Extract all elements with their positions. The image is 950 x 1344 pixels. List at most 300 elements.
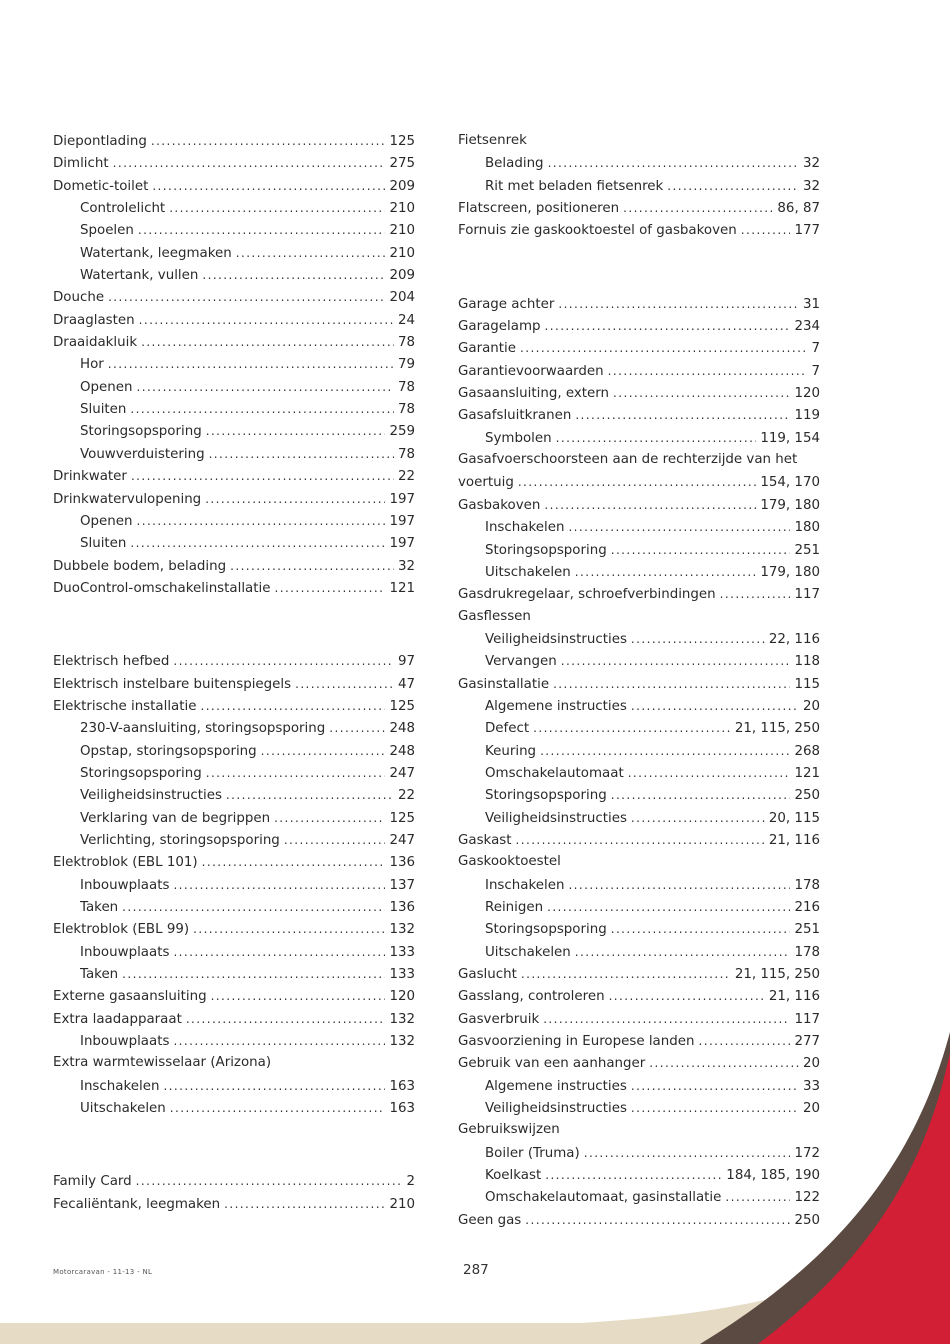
dot-leader <box>631 1097 799 1119</box>
entry-term: Garantievoorwaarden <box>458 363 604 379</box>
dot-leader <box>141 331 394 353</box>
dot-leader <box>170 1097 386 1119</box>
index-subentry <box>53 740 415 762</box>
entry-page: 210 <box>389 1196 415 1212</box>
dot-leader <box>698 1030 790 1052</box>
index-subentry <box>53 717 415 739</box>
index-subentry <box>53 1097 415 1119</box>
index-entry <box>458 382 820 404</box>
index-subentry <box>458 717 820 739</box>
dot-leader <box>211 985 386 1007</box>
index-entry <box>458 851 820 873</box>
dot-leader <box>548 152 799 174</box>
index-entry <box>53 1052 415 1074</box>
dot-leader <box>202 264 385 286</box>
entry-page: 78 <box>397 335 415 351</box>
index-subentry <box>458 1164 820 1186</box>
entry-term: Inbouwplaats <box>80 877 170 893</box>
dot-leader <box>139 309 394 331</box>
index-subentry <box>458 740 820 762</box>
index-subentry <box>458 874 820 896</box>
dot-leader <box>108 353 394 375</box>
entry-page: 24 <box>397 312 415 328</box>
dot-leader <box>521 963 731 985</box>
index-entry <box>458 130 820 152</box>
entry-term: Keuring <box>485 743 537 759</box>
entry-page: 20 <box>802 1056 820 1072</box>
index-entry <box>53 650 415 672</box>
entry-page: 275 <box>389 156 415 172</box>
entry-term: Gebruikswijzen <box>458 1122 560 1138</box>
entry-page: 184, 185, 190 <box>726 1168 820 1184</box>
index-subentry <box>53 219 415 241</box>
entry-term: Veiligheidsinstructies <box>485 1101 627 1117</box>
dot-leader <box>329 717 385 739</box>
entry-term: Inbouwplaats <box>80 944 170 960</box>
dot-leader <box>520 337 807 359</box>
index-entry <box>53 331 415 353</box>
dot-leader <box>628 762 791 784</box>
entry-page: 172 <box>794 1145 820 1161</box>
index-entry <box>458 219 820 241</box>
index-subentry <box>458 941 820 963</box>
entry-page: 197 <box>389 491 415 507</box>
dot-leader <box>209 443 394 465</box>
dot-leader <box>137 376 394 398</box>
entry-term: Reinigen <box>485 900 544 915</box>
entry-term: Inschakelen <box>485 520 565 536</box>
index-subentry <box>53 510 415 532</box>
entry-page: 119, 154 <box>760 430 820 446</box>
entry-term: Omschakelautomaat <box>485 765 624 781</box>
entry-page: 20 <box>802 698 820 714</box>
index-entry <box>458 829 820 851</box>
entry-term: Verlichting, storingsopsporing <box>80 832 280 848</box>
entry-term: Spoelen <box>80 223 134 239</box>
entry-page: 210 <box>389 245 415 261</box>
index-entry <box>458 1052 820 1074</box>
dot-leader <box>561 650 791 672</box>
entry-page: 210 <box>389 201 415 217</box>
entry-page: 121 <box>389 580 415 596</box>
entry-page: 178 <box>794 877 820 893</box>
entry-page: 122 <box>794 1190 820 1206</box>
entry-page: 177 <box>794 223 820 239</box>
index-subentry <box>458 427 820 449</box>
entry-page: 132 <box>389 922 415 938</box>
dot-leader <box>568 874 790 896</box>
entry-term: Algemene instructies <box>485 698 627 714</box>
entry-page: 259 <box>389 424 415 440</box>
dot-leader <box>611 784 791 806</box>
index-entry <box>53 555 415 577</box>
dot-leader <box>108 286 385 308</box>
dot-leader <box>284 829 386 851</box>
entry-term: Elektroblok (EBL 99) <box>53 922 190 938</box>
entry-term: Storingsopsporing <box>485 542 607 558</box>
index-entry <box>458 197 820 219</box>
page-number: 287 <box>463 1262 489 1278</box>
entry-term: Uitschakelen <box>80 1101 166 1117</box>
index-entry <box>53 465 415 487</box>
entry-term: Watertank, leegmaken <box>80 245 232 261</box>
dot-leader <box>525 1209 790 1231</box>
entry-page: 21, 115, 250 <box>734 967 820 983</box>
entry-page: 125 <box>389 810 415 826</box>
entry-term: Gaslucht <box>458 967 517 983</box>
entry-page: 22, 116 <box>768 631 820 647</box>
entry-page: 117 <box>794 587 820 603</box>
dot-leader <box>667 175 799 197</box>
entry-page: 47 <box>397 676 415 692</box>
index-subentry <box>53 807 415 829</box>
entry-page: 125 <box>389 134 415 149</box>
index-entry <box>458 673 820 695</box>
entry-page: 31 <box>802 296 820 312</box>
entry-term: Elektrisch instelbare buitenspiegels <box>53 676 292 692</box>
entry-term: Uitschakelen <box>485 564 571 580</box>
dot-leader <box>169 197 385 219</box>
index-subentry <box>53 264 415 286</box>
index-subentry <box>53 532 415 554</box>
entry-page: 250 <box>794 788 820 804</box>
index-subentry <box>53 963 415 985</box>
entry-term: Gasafvoerschoorsteen aan de rechterzijde van het <box>458 452 798 468</box>
entry-term: Fornuis zie gaskooktoestel of gasbakoven <box>458 223 737 239</box>
entry-term: Dometic-toilet <box>53 178 149 194</box>
entry-page: 118 <box>794 654 820 670</box>
dot-leader <box>261 740 386 762</box>
entry-page: 21, 116 <box>768 989 820 1005</box>
entry-page: 132 <box>389 1034 415 1050</box>
dot-leader <box>558 293 799 315</box>
entry-term: Defect <box>485 721 530 737</box>
entry-page: 197 <box>389 536 415 552</box>
index-subentry <box>458 807 820 829</box>
entry-page: 248 <box>389 743 415 759</box>
dot-leader <box>545 315 791 337</box>
entry-page: 137 <box>389 877 415 893</box>
index-entry <box>53 985 415 1007</box>
entry-term: Draaidakluik <box>53 335 138 351</box>
entry-term: Gasbakoven <box>458 497 541 513</box>
dot-leader <box>274 807 385 829</box>
dot-leader <box>130 398 394 420</box>
entry-term: Fietsenrek <box>458 133 527 148</box>
index-subentry <box>53 420 415 442</box>
entry-term: Diepontlading <box>53 134 147 149</box>
entry-page: 210 <box>389 223 415 239</box>
dot-leader <box>138 219 386 241</box>
dot-leader <box>200 695 385 717</box>
entry-term: Gasverbruik <box>458 1011 540 1027</box>
entry-term: Openen <box>80 379 133 395</box>
entry-page: 21, 116 <box>768 832 820 848</box>
entry-page: 97 <box>397 654 415 670</box>
index-entry <box>458 606 820 628</box>
entry-page: 133 <box>389 944 415 960</box>
entry-page: 79 <box>397 357 415 373</box>
index-subentry <box>458 628 820 650</box>
dot-leader <box>741 219 791 241</box>
entry-term: Dimlicht <box>53 156 109 172</box>
entry-term: Openen <box>80 513 133 529</box>
entry-page: 247 <box>389 765 415 781</box>
index-entry <box>458 315 820 337</box>
entry-term: Extra laadapparaat <box>53 1011 182 1027</box>
dot-leader <box>609 985 765 1007</box>
entry-page: 86, 87 <box>777 201 820 217</box>
index-subentry <box>53 762 415 784</box>
entry-term: Flatscreen, positioneren <box>458 201 620 217</box>
dot-leader <box>122 963 385 985</box>
entry-page: 32 <box>802 156 820 172</box>
index-subentry <box>458 896 820 918</box>
entry-page: 216 <box>794 900 820 915</box>
entry-term: Elektroblok (EBL 101) <box>53 855 198 871</box>
entry-page: 2 <box>406 1174 415 1190</box>
entry-term: Inschakelen <box>485 877 565 893</box>
dot-leader <box>202 851 386 873</box>
index-subentry <box>458 695 820 717</box>
index-entry <box>458 1030 820 1052</box>
index-entry <box>53 309 415 331</box>
dot-leader <box>553 673 790 695</box>
dot-leader <box>568 516 790 538</box>
entry-page: 22 <box>397 469 415 485</box>
index-subentry <box>53 784 415 806</box>
dot-leader <box>205 488 385 510</box>
entry-page: 163 <box>389 1101 415 1117</box>
dot-leader <box>611 918 791 940</box>
dot-leader <box>543 1008 790 1030</box>
entry-page: 179, 180 <box>760 497 820 513</box>
dot-leader <box>206 762 386 784</box>
entry-term: Externe gasaansluiting <box>53 989 207 1005</box>
index-entry <box>53 1170 415 1192</box>
dot-leader <box>533 717 731 739</box>
dot-leader <box>186 1008 386 1030</box>
entry-page: 178 <box>794 944 820 960</box>
index-entry <box>53 130 415 152</box>
index-subentry <box>458 539 820 561</box>
entry-page: 119 <box>794 408 820 424</box>
entry-term: Dubbele bodem, belading <box>53 558 227 574</box>
entry-term: Taken <box>80 967 119 983</box>
dot-leader <box>131 465 394 487</box>
entry-term: Garantie <box>458 341 516 357</box>
dot-leader <box>236 242 386 264</box>
entry-page: 209 <box>389 268 415 284</box>
entry-page: 78 <box>397 379 415 395</box>
entry-term: voertuig <box>458 475 514 491</box>
index-subentry <box>458 516 820 538</box>
entry-page: 248 <box>389 721 415 737</box>
dot-leader <box>518 471 757 493</box>
entry-term: Belading <box>485 156 544 172</box>
entry-term: Gasafsluitkranen <box>458 408 572 424</box>
entry-term: Family Card <box>53 1174 132 1190</box>
entry-page: 204 <box>389 290 415 306</box>
index-entry <box>53 577 415 599</box>
dot-leader <box>136 1170 403 1192</box>
entry-term: Veiligheidsinstructies <box>485 631 627 647</box>
entry-page: 277 <box>794 1034 820 1050</box>
entry-page: 251 <box>794 542 820 558</box>
index-subentry <box>458 152 820 174</box>
dot-leader <box>623 197 773 219</box>
entry-term: Koelkast <box>485 1168 542 1184</box>
entry-term: Omschakelautomaat, gasinstallatie <box>485 1190 722 1206</box>
entry-term: Opstap, storingsopsporing <box>80 743 257 759</box>
entry-page: 7 <box>811 363 820 379</box>
index-entry <box>458 360 820 382</box>
entry-term: DuoControl-omschakelinstallatie <box>53 580 271 596</box>
dot-leader <box>173 650 394 672</box>
dot-leader <box>584 1142 791 1164</box>
dot-leader <box>173 874 385 896</box>
dot-leader <box>152 175 385 197</box>
entry-term: Drinkwater <box>53 469 127 485</box>
dot-leader <box>122 896 385 918</box>
entry-term: Elektrische installatie <box>53 698 197 714</box>
entry-page: 78 <box>397 402 415 418</box>
entry-term: Hor <box>80 357 104 373</box>
dot-leader <box>547 896 790 918</box>
entry-term: 230-V-aansluiting, storingsopsporing <box>80 721 326 737</box>
entry-term: Draaglasten <box>53 312 135 328</box>
entry-page: 136 <box>389 855 415 871</box>
entry-term: Vouwverduistering <box>80 446 205 462</box>
index-entry <box>53 286 415 308</box>
entry-page: 20 <box>802 1101 820 1117</box>
dot-leader <box>113 152 386 174</box>
index-subentry <box>458 1097 820 1119</box>
entry-term: Inbouwplaats <box>80 1034 170 1050</box>
index-subentry <box>53 197 415 219</box>
index-subentry <box>458 1075 820 1097</box>
entry-page: 117 <box>794 1011 820 1027</box>
index-entry <box>53 1193 415 1215</box>
dot-leader <box>173 1030 385 1052</box>
entry-term: Symbolen <box>485 430 552 446</box>
dot-leader <box>295 673 394 695</box>
index-entry <box>458 404 820 426</box>
index-subentry <box>458 1142 820 1164</box>
entry-term: Gasvoorziening in Europese landen <box>458 1034 695 1050</box>
dot-leader <box>151 130 386 152</box>
index-entry <box>458 494 820 516</box>
entry-page: 197 <box>389 513 415 529</box>
dot-leader <box>556 427 757 449</box>
entry-term: Veiligheidsinstructies <box>485 810 627 826</box>
entry-term: Gasslang, controleren <box>458 989 605 1005</box>
dot-leader <box>631 628 765 650</box>
entry-term: Douche <box>53 290 105 306</box>
dot-leader <box>545 1164 722 1186</box>
index-entry <box>53 1008 415 1030</box>
entry-term: Fecaliëntank, leegmaken <box>53 1196 221 1212</box>
entry-term: Gasaansluiting, extern <box>458 386 610 402</box>
entry-page: 250 <box>794 1212 820 1228</box>
dot-leader <box>575 404 790 426</box>
entry-term: Gasdrukregelaar, schroefverbindingen <box>458 587 716 603</box>
dot-leader <box>608 360 808 382</box>
entry-term: Gebruik van een aanhanger <box>458 1056 646 1072</box>
section-gap <box>458 242 820 293</box>
index-entry <box>458 293 820 315</box>
index-subentry <box>53 398 415 420</box>
entry-term: Boiler (Truma) <box>485 1145 580 1161</box>
dot-leader <box>649 1052 799 1074</box>
index-entry <box>458 963 820 985</box>
index-subentry <box>53 829 415 851</box>
index-subentry <box>53 353 415 375</box>
dot-leader <box>163 1075 385 1097</box>
index-column-right <box>458 130 820 1231</box>
entry-term: Garagelamp <box>458 319 541 335</box>
entry-page: 32 <box>397 558 415 574</box>
entry-page: 7 <box>811 341 820 357</box>
index-subentry <box>458 1186 820 1208</box>
entry-page: 120 <box>389 989 415 1005</box>
entry-term: Inschakelen <box>80 1078 160 1094</box>
entry-term: Uitschakelen <box>485 944 571 960</box>
section-gap <box>53 599 415 650</box>
entry-page: 251 <box>794 922 820 938</box>
entry-term: Watertank, vullen <box>80 268 199 284</box>
entry-term: Drinkwatervulopening <box>53 491 202 507</box>
index-entry <box>53 918 415 940</box>
index-entry <box>458 985 820 1007</box>
entry-term: Veiligheidsinstructies <box>80 788 222 804</box>
entry-page: 115 <box>794 676 820 692</box>
section-gap <box>53 1119 415 1170</box>
index-entry <box>458 471 820 493</box>
entry-term: Vervangen <box>485 654 557 670</box>
dot-leader <box>631 807 765 829</box>
index-subentry <box>53 443 415 465</box>
entry-page: 154, 170 <box>760 475 820 491</box>
entry-term: Storingsopsporing <box>485 922 607 938</box>
dot-leader <box>173 941 385 963</box>
index-entry <box>53 851 415 873</box>
dot-leader <box>130 532 385 554</box>
entry-term: Storingsopsporing <box>80 765 202 781</box>
index-subentry <box>458 918 820 940</box>
dot-leader <box>540 740 790 762</box>
entry-term: Algemene instructies <box>485 1078 627 1094</box>
entry-page: 268 <box>794 743 820 759</box>
entry-page: 180 <box>794 520 820 536</box>
entry-page: 78 <box>397 446 415 462</box>
entry-term: Gasinstallatie <box>458 676 550 692</box>
entry-page: 234 <box>794 319 820 335</box>
index-subentry <box>53 376 415 398</box>
dot-leader <box>725 1186 790 1208</box>
index-subentry <box>458 762 820 784</box>
index-subentry <box>53 874 415 896</box>
entry-term: Geen gas <box>458 1212 522 1228</box>
entry-term: Gaskast <box>458 832 512 848</box>
entry-page: 133 <box>389 967 415 983</box>
index-subentry <box>53 896 415 918</box>
entry-page: 209 <box>389 178 415 194</box>
entry-page: 163 <box>389 1078 415 1094</box>
index-subentry <box>53 941 415 963</box>
entry-page: 22 <box>397 788 415 804</box>
entry-term: Storingsopsporing <box>80 424 202 440</box>
